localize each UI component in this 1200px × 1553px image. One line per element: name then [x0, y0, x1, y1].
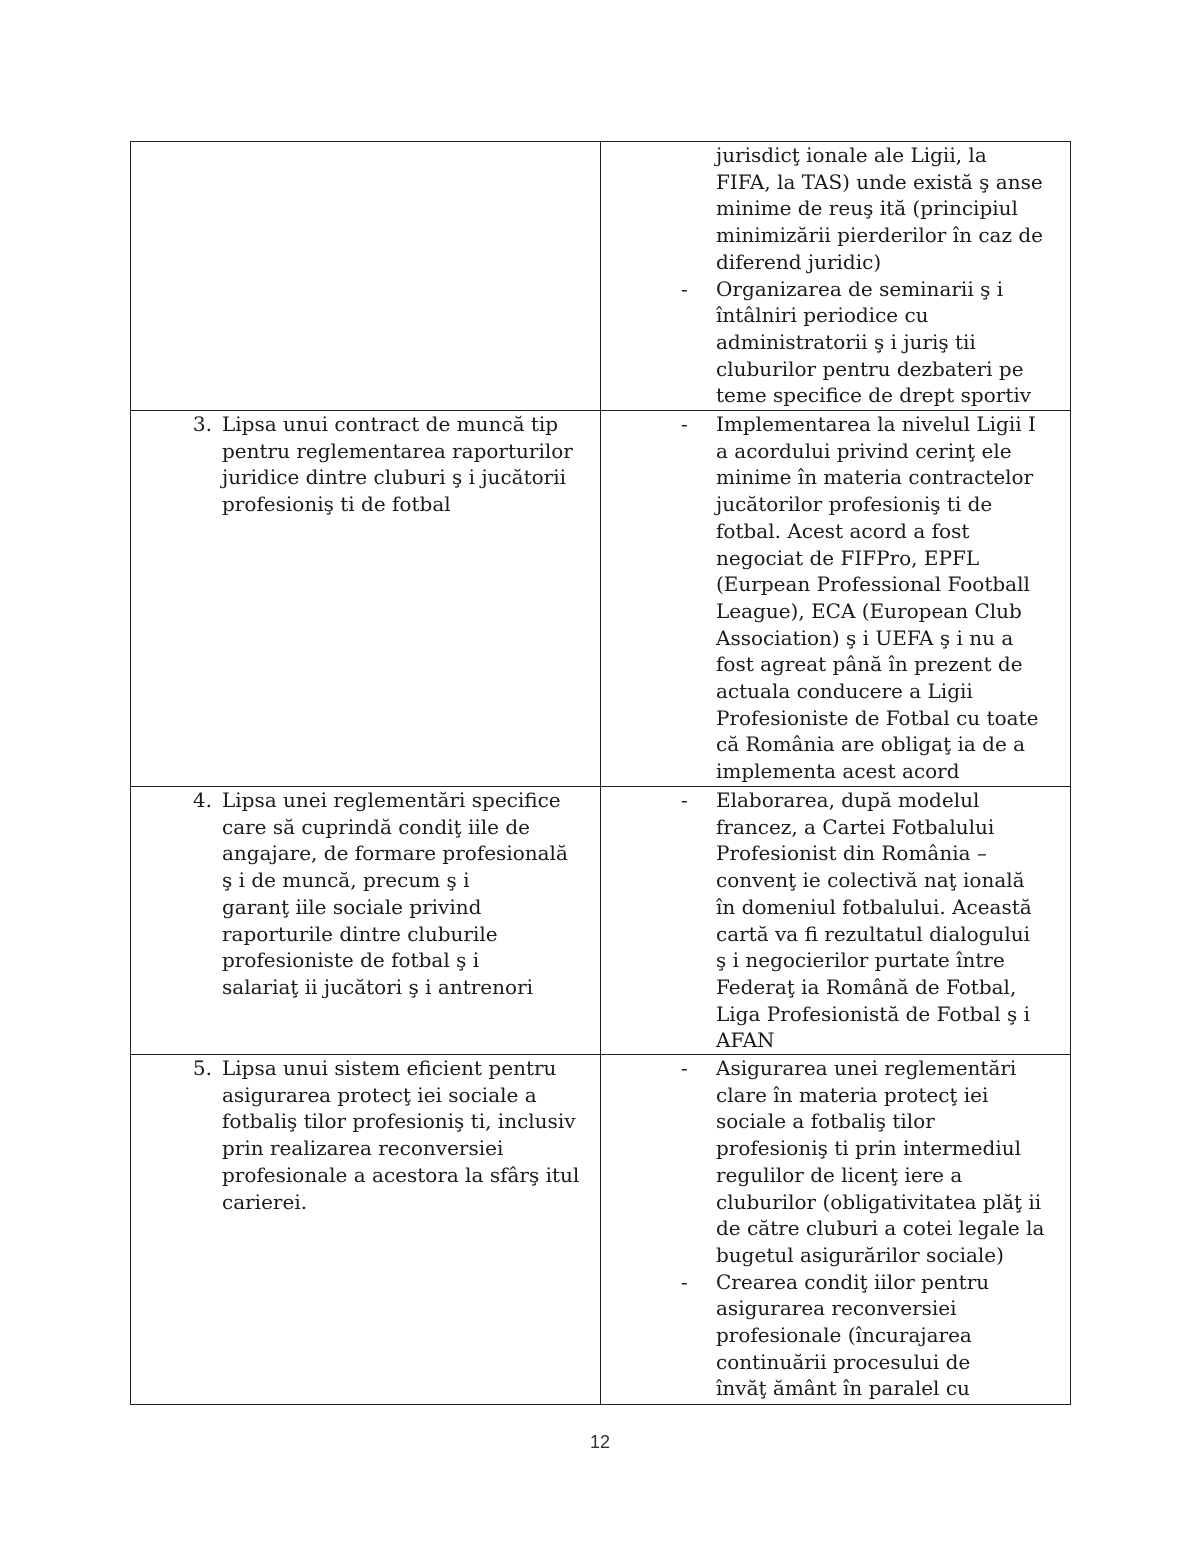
dash-marker: -: [681, 412, 688, 436]
measures-cell: [601, 142, 1071, 411]
measure-item: [601, 1269, 1062, 1403]
measure-item: [601, 142, 1062, 276]
measure-text: Asigurarea unei reglementări clare în materia protecţ iei sociale a fotbaliş tilor profesioniş ti prin intermediul regulilor de licenţ iere a cluburilor (obligativitatea plăţ ii de către cluburi a cotei legale la bugetul asigurărilor sociale): [716, 1056, 1045, 1267]
measure-item: [601, 276, 1062, 410]
table-row: [131, 1055, 1071, 1405]
measure-text: Organizarea de seminarii ş i întâlniri periodice cu administratorii ş i juriş tii cluburilor pentru dezbateri pe teme specifice de drept sportiv: [716, 276, 1032, 408]
table-row: [131, 787, 1071, 1055]
dash-marker: -: [681, 276, 688, 301]
issue-cell: [131, 787, 601, 1055]
issue-text: Lipsa unui contract de muncă tip pentru reglementarea raporturilor juridice dintre cluburi ş i jucătorii profesioniş ti de fotbal: [222, 412, 573, 517]
issue-cell: [131, 142, 601, 411]
dash-marker: -: [681, 1269, 688, 1294]
measures-cell: [601, 787, 1071, 1055]
issue-text: Lipsa unui sistem eficient pentru asigurarea protecţ iei sociale a fotbaliş tilor profesioniş ti, inclusiv prin realizarea reconversiei profesionale a acestora la sfârş itul carierei.: [222, 1056, 580, 1214]
measures-cell: [601, 1055, 1071, 1405]
measure-item: [601, 411, 1062, 785]
dash-marker: -: [681, 788, 688, 812]
row-number: 3.: [192, 412, 212, 436]
row-number: 5.: [192, 1056, 212, 1081]
measure-item: [601, 787, 1062, 1054]
issue-cell: [131, 1055, 601, 1405]
row-number: 4.: [192, 788, 212, 812]
measure-text: Crearea condiţ iilor pentru asigurarea reconversiei profesionale (încurajarea continuării procesului de învăţ ământ în paralel cu: [716, 1269, 990, 1401]
issue-cell: [131, 411, 601, 787]
measure-text: Implementarea la nivelul Ligii I a acordului privind cerinţ ele minime în materia contractelor jucătorilor profesioniş ti de fotbal. Acest acord a fost negociat de FIFPro, EPFL (Eurpean Professional Football League), ECA (European Club Association) ş i UEFA ş i nu a fost agreat până în prezent de actuala conducere a Ligii Profesioniste de Fotbal cu toate că România are obligaţ ia de a implementa acest acord: [716, 412, 1039, 784]
measures-cell: [601, 411, 1071, 787]
table-row: [131, 142, 1071, 411]
measure-text: jurisdicţ ionale ale Ligii, la FIFA, la TAS) unde există ş anse minime de reuş ită (principiul minimizării pierderilor în caz de diferend juridic): [716, 143, 1044, 274]
measure-item: [601, 1055, 1062, 1269]
measures-table: [130, 141, 1071, 1405]
dash-marker: -: [681, 1056, 688, 1081]
table-row: [131, 411, 1071, 787]
issue-text: Lipsa unei reglementări specifice care să cuprindă condiţ iile de angajare, de formare profesională ş i de muncă, precum ş i garanţ iile sociale privind raporturile dintre cluburile profesioniste de fotbal ş i salariaţ ii jucători ş i antrenori: [222, 788, 568, 999]
measure-text: Elaborarea, după modelul francez, a Cartei Fotbalului Profesionist din România – convenţ ie colectivă naţ ională în domeniul fotbalului. Această cartă va fi rezultatul dialogului ş i negocierilor purtate între Federaţ ia Română de Fotbal, Liga Profesionistă de Fotbal ş i AFAN: [716, 788, 1032, 1053]
page-number: 12: [589, 1432, 611, 1452]
